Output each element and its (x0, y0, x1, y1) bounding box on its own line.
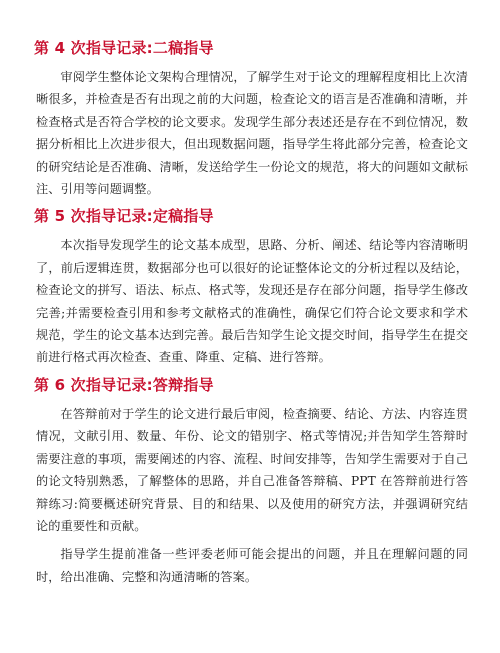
section-paragraph: 审阅学生整体论文架构合理情况，了解学生对于论文的理解程度相比上次清晰很多，并检查是否有出现之前的大问题，检查论文的语言是否准确和清晰，并检查格式是否符合学校的论文要求。发现学生部分表述还是存在不到位情况，数据分析相比上次进步很大，但出现数据问题，指导学生将此部分完善，检查论文的研究结论是否准确、清晰，发送给学生一份论文的规范，将大的问题如文献标注、引用等问题调整。 (36, 70, 468, 197)
section-heading: 第 5 次指导记录:定稿指导 (34, 207, 214, 226)
section-heading: 第 4 次指导记录:二稿指导 (34, 39, 214, 57)
section-paragraph: 指导学生提前准备一些评委老师可能会提出的问题，并且在理解问题的同时，给出准确、完整和沟通清晰的答案。 (36, 547, 468, 584)
record-section-5 (36, 206, 468, 368)
record-section-4 (36, 38, 468, 200)
section-heading: 第 6 次指导记录:答辩指导 (34, 375, 214, 394)
section-paragraph: 本次指导发现学生的论文基本成型，思路、分析、阐述、结论等内容清晰明了，前后逻辑连贯，数据部分也可以很好的论证整体论文的分析过程以及结论，检查论文的拼写、语法、标点、格式等，发现还是存在部分问题，指导学生修改完善;并需要检查引用和参考文献格式的准确性，确保它们符合论文要求和学术规范，学生的论文基本达到完善。最后告知学生论文提交时间，指导学生在提交前进行格式再次检查、查重、降重、定稿、进行答辩。 (36, 238, 468, 365)
record-section-6 (36, 375, 468, 588)
section-paragraph: 在答辩前对于学生的论文进行最后审阅，检查摘要、结论、方法、内容连贯情况，文献引用、数量、年份、论文的错别字、格式等情况;并告知学生答辩时需要注意的事项，需要阐述的内容、流程、时间安排等，告知学生需要对于自己的论文特别熟悉，了解整体的思路，并自己准备答辩稿、PPT 在答辩前进行答辩练习:简要概述研究背景、目的和结果、以及使用的研究方法，并强调研究结论的重要性和贡献。 (36, 406, 468, 533)
